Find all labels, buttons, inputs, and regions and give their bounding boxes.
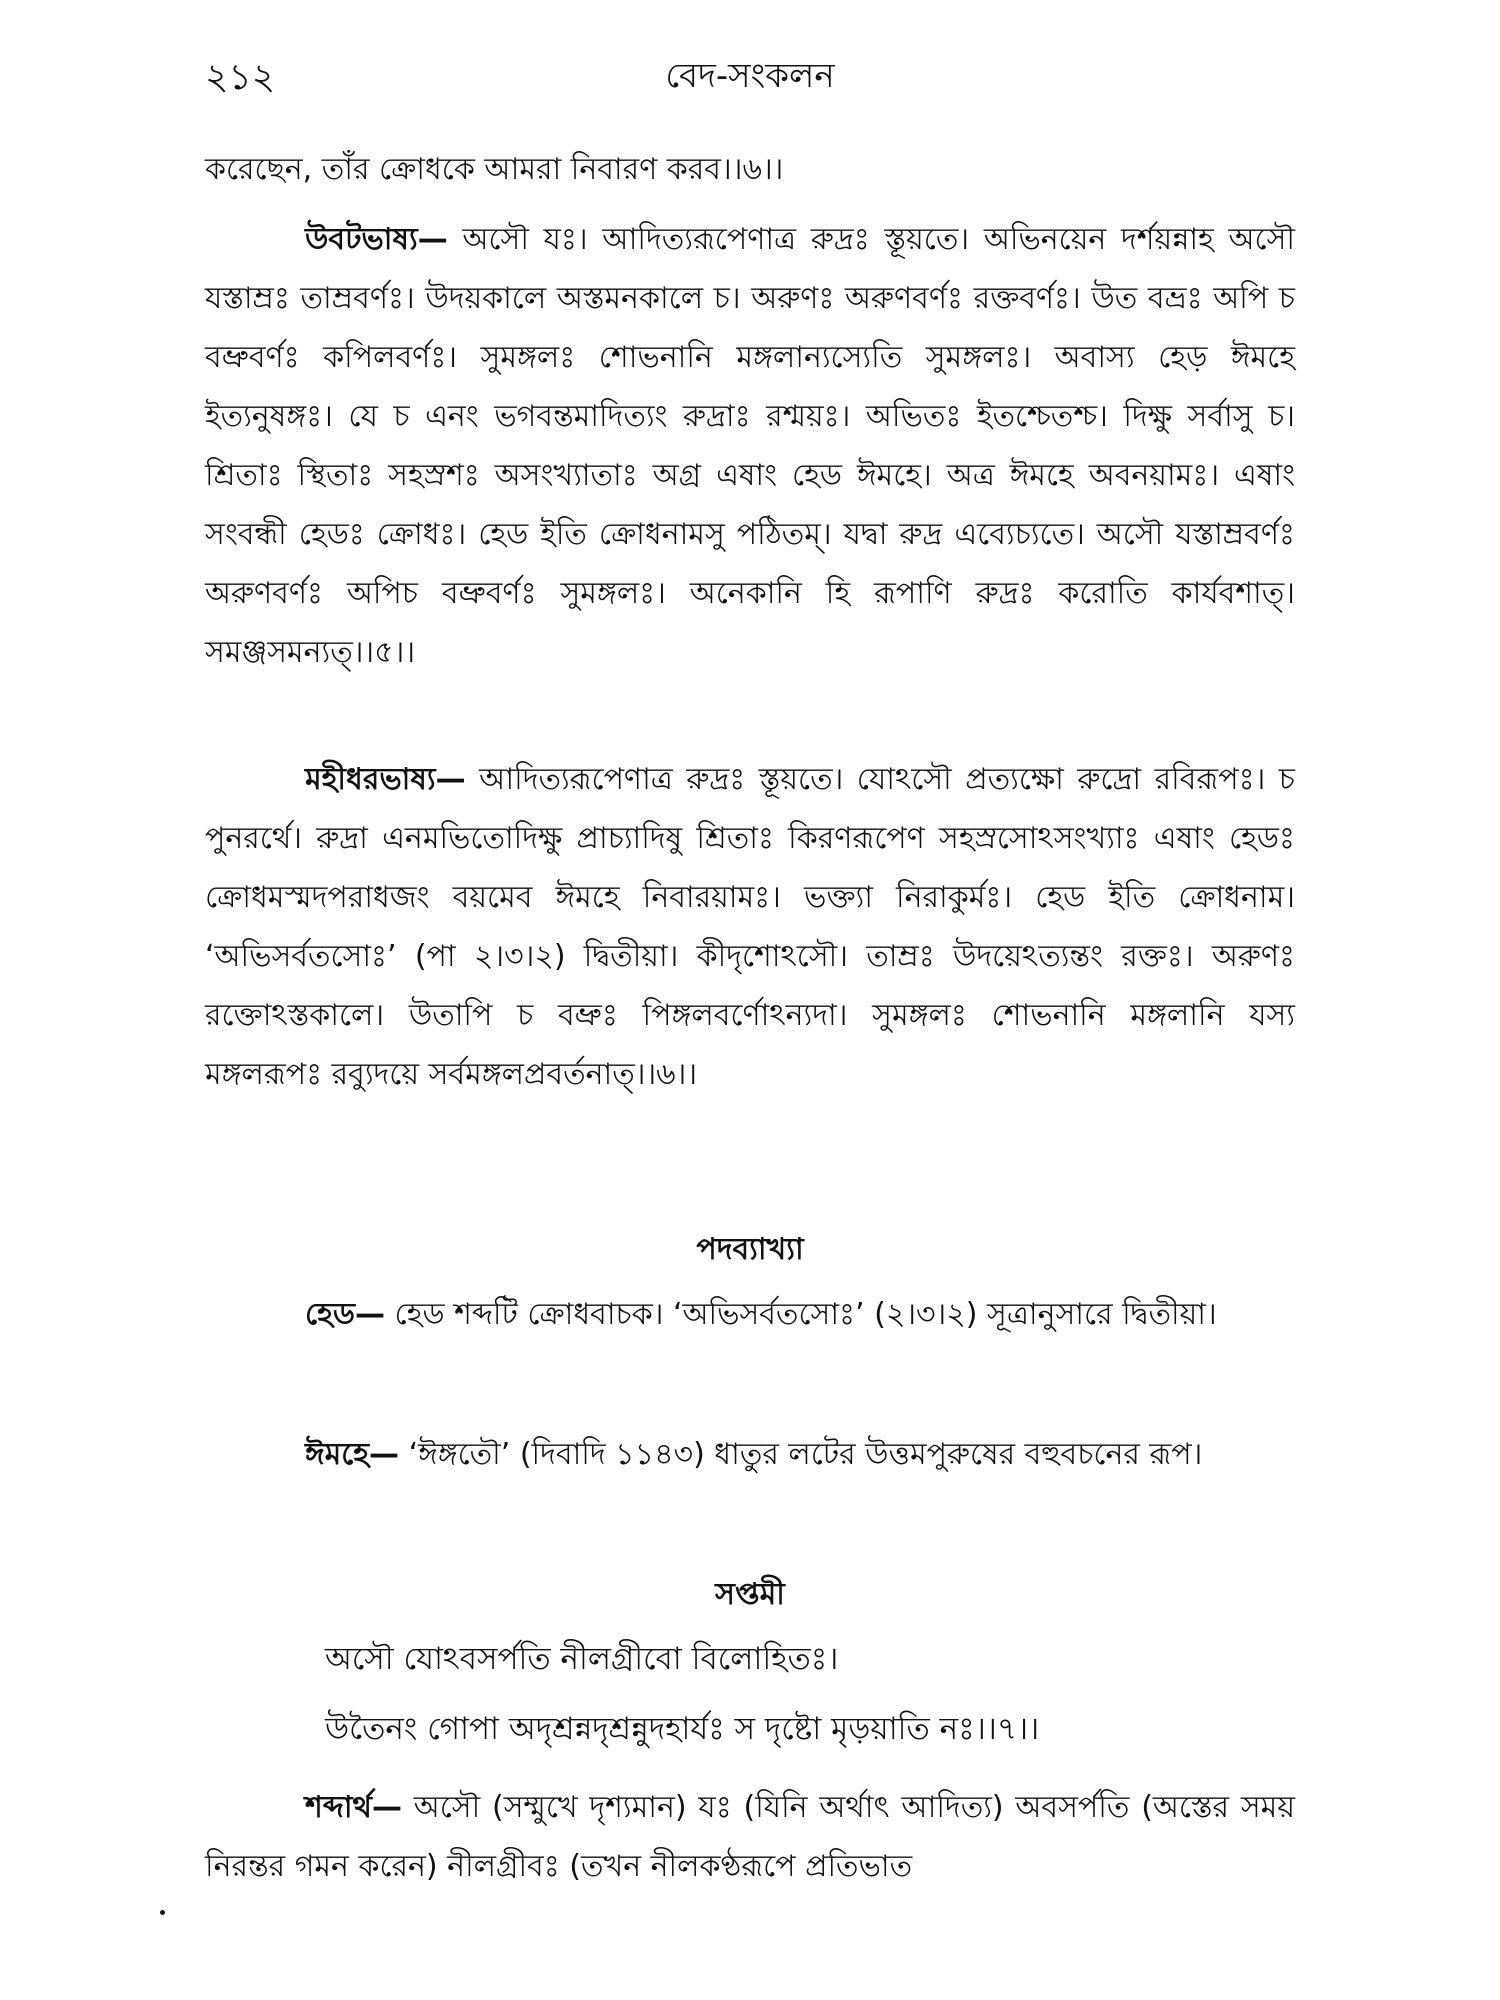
shabdartha-paragraph — [205, 1778, 1295, 1896]
hed-text: হেড শব্দটি ক্রোধবাচক। ‘অভিসর্বতসোঃ’ (২।৩।২) সূত্রানুসারে দ্বিতীয়া। — [385, 1297, 1217, 1332]
uvata-label: উবটভাষ্য— — [305, 222, 448, 257]
uvata-text: অসৌ যঃ। আদিত্যরূপেণাত্র রুদ্রঃ স্তূয়তে। অভিনয়েন দর্শয়ন্নাহ অসৌ যস্তাম্রঃ তাম্রবর্ণঃ। উদয়কালে অস্তমনকালে চ। অরুণঃ অরুণবর্ণঃ রক্তবর্ণঃ। উত বভ্রঃ অপি চ বভ্রুবর্ণঃ কপিলবর্ণঃ। সুমঙ্গলঃ শোভনানি মঙ্গলান্যস্যেতি সুমঙ্গলঃ। অবাস্য হেড় ঈমহে ইত্যনুষঙ্গঃ। যে চ এনং ভগবন্তমাদিত্যং রুদ্রাঃ রশ্ময়ঃ। অভিতঃ ইতশ্চেতশ্চ। দিক্ষু সর্বাসু চ। শ্রিতাঃ স্থিতাঃ সহস্রশঃ অসংখ্যাতাঃ অগ্র এষাং হেড ঈমহে। অত্র ঈমহে অবনয়ামঃ। এষাং সংবন্ধী হেডঃ ক্রোধঃ। হেড ইতি ক্রোধনামসু পঠিতম্। যদ্বা রুদ্র এব্যেচ্যতে। অসৌ যস্তাম্রবর্ণঃ অরুণবর্ণঃ অপিচ বভ্রুবর্ণঃ সুমঙ্গলঃ। অনেকানি হি রূপাণি রুদ্রঃ করোতি কার্যবশাত্। সমঞ্জসমন্যত্।।৫।। — [205, 222, 1295, 670]
hed-gloss — [205, 1285, 1295, 1344]
imahe-text: ‘ঈঙ্গতৌ’ (দিবাদি ১১৪৩) ধাতুর লটের উত্তমপুরুষের বহুবচনের রূপ। — [399, 1437, 1203, 1472]
page-header — [205, 50, 1295, 110]
hed-label: হেড— — [305, 1297, 386, 1332]
uvata-commentary — [205, 210, 1295, 682]
mahidhara-text: আদিত্যরূপেণাত্র রুদ্রঃ স্তূয়তে। যোঽসৌ প্রত্যক্ষো রুদ্রো রবিরূপঃ। চ পুনরর্থে। রুদ্রা এনমভিতোদিক্ষু প্রাচ্যাদিষু শ্রিতাঃ কিরণরূপেণ সহস্রসোঽসংখ্যাঃ এষাং হেডঃ ক্রোধমস্মদপরাধজং বয়মেব ঈমহে নিবারয়ামঃ। ভক্ত্যা নিরাকুর্মঃ। হেড ইতি ক্রোধনাম। ‘অভিসর্বতসোঃ’ (পা ২।৩।২) দ্বিতীয়া। কীদৃশোঽসৌ। তাম্রঃ উদয়েঽত্যন্তং রক্তঃ। অরুণঃ রক্তোঽস্তকালে। উতাপি চ বভ্রুঃ পিঙ্গলবর্ণোঽন্যদা। সুমঙ্গলঃ শোভনানি মঙ্গলানি যস্য মঙ্গলরূপঃ রব্যুদয়ে সর্বমঙ্গলপ্রবর্তনাত্।।৬।। — [205, 762, 1295, 1092]
scan-speck — [160, 1910, 165, 1915]
mahidhara-commentary — [205, 750, 1295, 1104]
shabdartha-label: শব্দার্থ— — [305, 1790, 402, 1825]
padavyakhya-heading: পদব্যাখ্যা — [696, 1232, 804, 1267]
saptami-heading: সপ্তমী — [715, 1577, 785, 1612]
imahe-gloss — [205, 1425, 1295, 1484]
mahidhara-label: মহীধরভাষ্য— — [305, 762, 466, 797]
page-number: ২১২ — [205, 57, 276, 98]
running-title: বেদ-সংকলন — [665, 56, 835, 96]
imahe-label: ঈমহে— — [305, 1437, 400, 1472]
verse-line-2: উতৈনং গোপা অদৃশ্রন্নদৃশ্রন্নুদহার্যঃ স দৃষ্টো মৃড়য়াতি নঃ।।৭।। — [325, 1711, 1040, 1747]
verse-line-1: অসৌ যোঽবসর্পতি নীলগ্রীবো বিলোহিতঃ। — [325, 1641, 839, 1677]
shabdartha-text: অসৌ (সম্মুখে দৃশ্যমান) যঃ (যিনি অর্থাৎ আদিত্য) অবসর্পতি (অস্তের সময় নিরন্তর গমন করেন) নীলগ্রীবঃ (তখন নীলকণ্ঠরূপে প্রতিভাত — [205, 1790, 1295, 1884]
continuation-paragraph: করেছেন, তাঁর ক্রোধকে আমরা নিবারণ করব।।৬।। — [205, 152, 784, 187]
